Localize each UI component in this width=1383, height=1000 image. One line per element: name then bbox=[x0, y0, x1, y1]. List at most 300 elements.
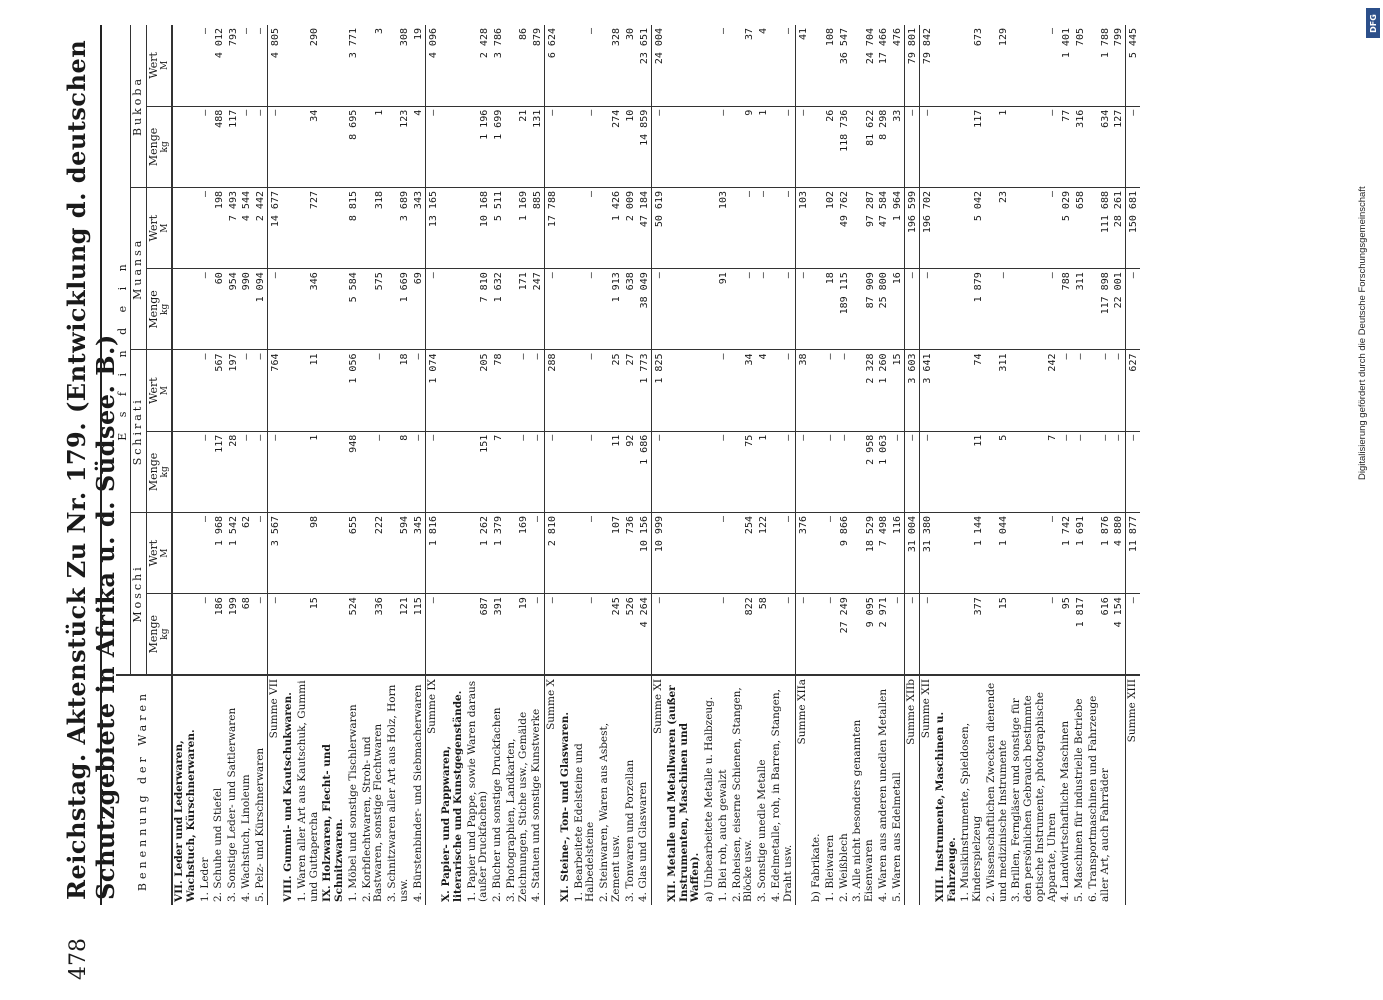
menge-label: Menge bbox=[146, 290, 160, 329]
wert-cell: 7 493 bbox=[226, 188, 240, 269]
wert-cell: 1 968 bbox=[212, 513, 226, 594]
subsection-row bbox=[703, 25, 717, 905]
menge-cell: — bbox=[824, 594, 838, 675]
wert-cell: 4 805 bbox=[268, 25, 282, 106]
wert-cell: 10 156 bbox=[637, 513, 651, 594]
wert-cell: 19 bbox=[412, 25, 426, 106]
menge-cell: 1 196 bbox=[466, 106, 492, 187]
row-label: b) Fabrikate. bbox=[810, 833, 823, 902]
table-row bbox=[296, 25, 322, 905]
menge-cell: — bbox=[1010, 106, 1059, 187]
empty-cell bbox=[321, 25, 347, 106]
wert-cell: 1 144 bbox=[959, 513, 985, 594]
empty-cell bbox=[321, 431, 347, 512]
wert-cell: 205 bbox=[466, 350, 492, 431]
wert-cell: 7 498 bbox=[877, 513, 891, 594]
empty-cell bbox=[666, 513, 703, 594]
wert-cell: 11 bbox=[296, 350, 322, 431]
wert-cell: 222 bbox=[361, 513, 387, 594]
sum-row bbox=[905, 25, 920, 905]
menge-cell: 616 bbox=[1087, 594, 1113, 675]
wert-cell: 47 584 bbox=[877, 188, 891, 269]
menge-cell: 2 971 bbox=[877, 594, 891, 675]
wert-cell: 10 168 bbox=[466, 188, 492, 269]
sum-row bbox=[545, 25, 559, 905]
wert-cell: — bbox=[770, 513, 796, 594]
table-row bbox=[824, 25, 838, 905]
menge-cell: 25 800 bbox=[877, 269, 891, 350]
wert-label: Wert bbox=[146, 539, 160, 567]
wert-cell: — bbox=[199, 350, 213, 431]
menge-cell: 1 669 bbox=[386, 269, 412, 350]
wert-cell: — bbox=[770, 188, 796, 269]
wert-cell: 1 816 bbox=[426, 513, 440, 594]
row-label: Summe IX bbox=[426, 675, 440, 905]
wert-cell: 27 bbox=[624, 350, 638, 431]
wert-cell: 28 261 bbox=[1112, 188, 1126, 269]
menge-cell: — bbox=[1112, 431, 1126, 512]
menge-cell: — bbox=[254, 106, 268, 187]
wert-cell: 727 bbox=[296, 188, 322, 269]
digitization-note-text: Digitalisierung gefördert durch die Deutsche Forschungsgemeinschaft bbox=[1357, 186, 1368, 480]
empty-cell bbox=[934, 106, 960, 187]
wert-cell: — bbox=[573, 25, 599, 106]
wert-cell: 567 bbox=[212, 350, 226, 431]
menge-header bbox=[146, 594, 172, 675]
wert-cell: 8 815 bbox=[347, 188, 361, 269]
wert-cell: 98 bbox=[296, 513, 322, 594]
wert-cell: 1 542 bbox=[226, 513, 240, 594]
menge-cell: 127 bbox=[1112, 106, 1126, 187]
wert-cell: 31 380 bbox=[920, 513, 934, 594]
menge-cell: — bbox=[268, 594, 282, 675]
menge-cell: 95 bbox=[1059, 594, 1073, 675]
menge-cell: 247 bbox=[530, 269, 544, 350]
empty-cell bbox=[934, 431, 960, 512]
wert-cell: 705 bbox=[1073, 25, 1087, 106]
empty-cell bbox=[440, 513, 466, 594]
menge-cell: — bbox=[1087, 431, 1113, 512]
menge-cell: — bbox=[1126, 594, 1140, 675]
menge-cell: 58 bbox=[756, 594, 770, 675]
row-label: Summe XIIb bbox=[905, 675, 920, 905]
menge-cell: — bbox=[905, 431, 920, 512]
wert-cell: 34 bbox=[731, 350, 757, 431]
row-label: Summe XI bbox=[652, 675, 666, 905]
wert-unit: M bbox=[159, 548, 170, 558]
menge-cell: 245 bbox=[598, 594, 624, 675]
menge-cell: 575 bbox=[361, 269, 387, 350]
wert-cell: 1 788 bbox=[1087, 25, 1113, 106]
menge-cell: 4 bbox=[412, 106, 426, 187]
empty-cell bbox=[172, 594, 199, 675]
wert-cell: 11 877 bbox=[1126, 513, 1140, 594]
menge-cell: — bbox=[985, 269, 1011, 350]
wert-cell: 111 688 bbox=[1087, 188, 1113, 269]
menge-cell: — bbox=[824, 431, 838, 512]
empty-cell bbox=[440, 431, 466, 512]
row-label: 3. Tonwaren und Porzellan bbox=[623, 759, 636, 902]
wert-cell: 97 287 bbox=[851, 188, 877, 269]
menge-cell: — bbox=[796, 106, 810, 187]
empty-cell bbox=[810, 106, 824, 187]
table-row bbox=[199, 25, 213, 905]
menge-cell: — bbox=[652, 106, 666, 187]
row-label: 3. Sonstige Leder- und Sattlerwaren bbox=[226, 707, 239, 902]
wert-cell: 2 009 bbox=[624, 188, 638, 269]
menge-cell: 8 bbox=[386, 431, 412, 512]
table-row bbox=[505, 25, 531, 905]
empty-cell bbox=[934, 594, 960, 675]
row-label: 4. Landwirtschaftliche Maschinen bbox=[1059, 720, 1072, 902]
row-label: XII. Metalle und Metallwaren (außer Instrumenten, Maschinen und Waffen). bbox=[665, 685, 702, 902]
empty-cell bbox=[934, 513, 960, 594]
table-row bbox=[412, 25, 426, 905]
row-label: 1. Möbel und sonstige Tischlerwaren bbox=[346, 704, 359, 902]
wert-cell: — bbox=[717, 25, 731, 106]
goods-table-body bbox=[172, 25, 1140, 905]
wert-cell: 658 bbox=[1073, 188, 1087, 269]
wert-cell: 198 bbox=[212, 188, 226, 269]
place-header: Moschi bbox=[131, 513, 146, 676]
table-row bbox=[770, 25, 796, 905]
menge-cell: — bbox=[426, 106, 440, 187]
wert-cell: — bbox=[505, 350, 531, 431]
wert-cell: 196 702 bbox=[920, 188, 934, 269]
wert-cell: 169 bbox=[505, 513, 531, 594]
wert-cell: — bbox=[770, 350, 796, 431]
menge-cell: 11 bbox=[598, 431, 624, 512]
page-title: Reichstag. Aktenstück Zu Nr. 179. (Entwicklung d. deutschen Schutzgebiete in Afrika u. d. Südsee. B.) bbox=[62, 39, 120, 900]
row-label: XI. Steine-, Ton- und Glaswaren. bbox=[558, 712, 571, 902]
wert-cell: 4 bbox=[756, 25, 770, 106]
table-row bbox=[838, 25, 852, 905]
menge-cell: — bbox=[920, 594, 934, 675]
wert-cell: 196 599 bbox=[905, 188, 920, 269]
menge-cell: — bbox=[573, 431, 599, 512]
sum-row bbox=[268, 25, 282, 905]
menge-cell: 1 bbox=[361, 106, 387, 187]
empty-cell bbox=[666, 25, 703, 106]
menge-unit: kg bbox=[159, 141, 170, 153]
menge-cell: — bbox=[240, 106, 254, 187]
wert-cell: 103 bbox=[796, 188, 810, 269]
wert-cell: 308 bbox=[386, 25, 412, 106]
section-row bbox=[934, 25, 960, 905]
row-label: 1. Musikinstrumente, Spieldosen, Kinderspielzeug bbox=[959, 722, 984, 902]
menge-cell: — bbox=[573, 269, 599, 350]
menge-cell: 123 bbox=[386, 106, 412, 187]
wert-cell: — bbox=[838, 350, 852, 431]
wert-cell: 655 bbox=[347, 513, 361, 594]
wert-cell: 673 bbox=[959, 25, 985, 106]
empty-cell bbox=[321, 188, 347, 269]
wert-cell: — bbox=[1059, 350, 1073, 431]
sum-row bbox=[652, 25, 666, 905]
menge-cell: — bbox=[1059, 431, 1073, 512]
section-row bbox=[666, 25, 703, 905]
row-label: 1. Blei roh, auch gewalzt bbox=[716, 769, 729, 902]
menge-cell: 638 bbox=[624, 269, 638, 350]
wert-cell: 23 651 bbox=[637, 25, 651, 106]
menge-cell: — bbox=[1126, 431, 1140, 512]
menge-cell: — bbox=[268, 431, 282, 512]
wert-cell: 150 681 bbox=[1126, 188, 1140, 269]
menge-cell: 346 bbox=[296, 269, 322, 350]
menge-cell: 1 913 bbox=[598, 269, 624, 350]
empty-cell bbox=[172, 188, 199, 269]
row-label: 1. Leder bbox=[198, 857, 211, 902]
menge-cell: 274 bbox=[598, 106, 624, 187]
menge-cell: 788 bbox=[1059, 269, 1073, 350]
menge-cell: — bbox=[426, 269, 440, 350]
wert-cell: 24 004 bbox=[652, 25, 666, 106]
wert-cell: 799 bbox=[1112, 25, 1126, 106]
menge-cell: — bbox=[545, 431, 559, 512]
empty-cell bbox=[440, 350, 466, 431]
wert-cell: — bbox=[530, 350, 544, 431]
wert-cell: 122 bbox=[756, 513, 770, 594]
menge-cell: 488 bbox=[212, 106, 226, 187]
empty-cell bbox=[321, 106, 347, 187]
menge-cell: 68 bbox=[240, 594, 254, 675]
wert-cell: — bbox=[254, 25, 268, 106]
menge-cell: 1 686 bbox=[637, 431, 651, 512]
table-row bbox=[226, 25, 240, 905]
empty-cell bbox=[810, 594, 824, 675]
menge-cell: — bbox=[920, 269, 934, 350]
menge-header bbox=[146, 431, 172, 512]
wert-cell: 1 401 bbox=[1059, 25, 1073, 106]
menge-unit: kg bbox=[159, 628, 170, 640]
wert-cell: — bbox=[1112, 350, 1126, 431]
menge-cell: 60 bbox=[212, 269, 226, 350]
empty-cell bbox=[666, 269, 703, 350]
row-label: Summe XIIa bbox=[796, 675, 810, 905]
wert-cell: — bbox=[573, 513, 599, 594]
empty-cell bbox=[172, 106, 199, 187]
menge-cell: — bbox=[426, 431, 440, 512]
menge-cell: 1 bbox=[985, 106, 1011, 187]
wert-cell: — bbox=[731, 188, 757, 269]
menge-cell: — bbox=[199, 594, 213, 675]
section-row bbox=[282, 25, 296, 905]
wert-cell: — bbox=[1073, 350, 1087, 431]
wert-cell: 15 bbox=[891, 350, 905, 431]
row-label: 4. Wachstuch, Linoleum bbox=[239, 774, 252, 902]
wert-cell: 1 169 bbox=[505, 188, 531, 269]
menge-cell: — bbox=[652, 431, 666, 512]
wert-cell: 2 428 bbox=[466, 25, 492, 106]
table-row bbox=[1073, 25, 1087, 905]
place-header: Bukoba bbox=[131, 25, 146, 188]
wert-cell: — bbox=[199, 25, 213, 106]
header-rule bbox=[100, 25, 102, 905]
menge-cell: 11 bbox=[959, 431, 985, 512]
wert-cell: 343 bbox=[412, 188, 426, 269]
row-label: 1. Bleiwaren bbox=[823, 834, 836, 902]
empty-cell bbox=[703, 188, 717, 269]
row-label: 1. Papier und Pappe, sowie Waren daraus (außer Druckfachen) bbox=[465, 680, 490, 902]
menge-cell: — bbox=[756, 269, 770, 350]
wert-cell: 1 044 bbox=[985, 513, 1011, 594]
table-row bbox=[891, 25, 905, 905]
row-label: 5. Maschinen für industrielle Betriebe bbox=[1073, 698, 1086, 902]
wert-cell: 3 641 bbox=[920, 350, 934, 431]
empty-cell bbox=[559, 350, 573, 431]
empty-cell bbox=[282, 431, 296, 512]
menge-cell: 4 264 bbox=[637, 594, 651, 675]
wert-label: Wert bbox=[146, 52, 160, 79]
table-row bbox=[386, 25, 412, 905]
sum-row bbox=[796, 25, 810, 905]
menge-cell: 9 bbox=[731, 106, 757, 187]
wert-cell: — bbox=[361, 350, 387, 431]
menge-cell: 526 bbox=[624, 594, 638, 675]
table-row bbox=[491, 25, 505, 905]
wert-cell: 50 619 bbox=[652, 188, 666, 269]
menge-cell: — bbox=[838, 431, 852, 512]
menge-cell: — bbox=[1073, 431, 1087, 512]
menge-cell: — bbox=[905, 106, 920, 187]
wert-cell: 108 bbox=[824, 25, 838, 106]
row-label: 3. Sonstige unedle Metalle bbox=[756, 759, 769, 902]
wert-unit: M bbox=[159, 60, 170, 70]
empty-cell bbox=[172, 25, 199, 106]
menge-cell: — bbox=[731, 269, 757, 350]
wert-cell: — bbox=[717, 513, 731, 594]
wert-cell: — bbox=[717, 350, 731, 431]
empty-cell bbox=[703, 594, 717, 675]
wert-cell: — bbox=[573, 188, 599, 269]
row-label: 3. Photographien, Landkarten, Zeichnungen, Stiche usw., Gemälde bbox=[504, 711, 529, 902]
row-label: X. Papier- und Pappwaren, literarische und Kunstgegenstände. bbox=[440, 690, 464, 902]
wert-cell: 79 801 bbox=[905, 25, 920, 106]
table-row bbox=[959, 25, 985, 905]
wert-cell: 2 442 bbox=[254, 188, 268, 269]
menge-cell: 115 bbox=[412, 594, 426, 675]
wert-cell: 13 165 bbox=[426, 188, 440, 269]
wert-header bbox=[146, 513, 172, 594]
menge-cell: 1 bbox=[756, 106, 770, 187]
menge-cell: — bbox=[412, 431, 426, 512]
empty-cell bbox=[321, 513, 347, 594]
menge-cell: 22 001 bbox=[1112, 269, 1126, 350]
row-label: Summe X bbox=[545, 675, 559, 905]
wert-cell: 254 bbox=[731, 513, 757, 594]
menge-cell: 15 bbox=[296, 594, 322, 675]
table-row bbox=[624, 25, 638, 905]
table-row bbox=[1112, 25, 1126, 905]
row-label: 4. Edelmetalle, roh, in Barren, Stangen, Draht usw. bbox=[769, 689, 794, 902]
menge-cell: — bbox=[530, 594, 544, 675]
empty-cell bbox=[321, 269, 347, 350]
wert-cell: 23 bbox=[985, 188, 1011, 269]
wert-cell: 4 096 bbox=[426, 25, 440, 106]
empty-cell bbox=[934, 269, 960, 350]
empty-cell bbox=[440, 594, 466, 675]
menge-label: Menge bbox=[146, 614, 160, 654]
menge-cell: 1 817 bbox=[1073, 594, 1087, 675]
menge-cell: 954 bbox=[226, 269, 240, 350]
menge-cell: — bbox=[891, 594, 905, 675]
empty-cell bbox=[810, 350, 824, 431]
wert-cell: 14 677 bbox=[268, 188, 282, 269]
empty-cell bbox=[321, 350, 347, 431]
menge-cell: 7 810 bbox=[466, 269, 492, 350]
empty-cell bbox=[440, 106, 466, 187]
row-label: Summe XIII bbox=[1126, 675, 1140, 905]
section-row bbox=[321, 25, 347, 905]
menge-cell: — bbox=[920, 106, 934, 187]
menge-cell: 1 699 bbox=[491, 106, 505, 187]
menge-cell: — bbox=[240, 431, 254, 512]
sum-row bbox=[920, 25, 934, 905]
menge-cell: 948 bbox=[347, 431, 361, 512]
menge-cell: 27 249 bbox=[838, 594, 852, 675]
row-label: 2. Weißblech bbox=[837, 833, 850, 902]
menge-cell: — bbox=[652, 594, 666, 675]
menge-label: Menge bbox=[146, 452, 160, 492]
empty-cell bbox=[440, 269, 466, 350]
empty-cell bbox=[282, 188, 296, 269]
wert-cell: 3 771 bbox=[347, 25, 361, 106]
wert-cell: 25 bbox=[598, 350, 624, 431]
row-label: a) Unbearbeitete Metalle u. Halbzeug. bbox=[703, 696, 716, 902]
wert-cell: — bbox=[199, 188, 213, 269]
empty-cell bbox=[559, 431, 573, 512]
sum-row bbox=[426, 25, 440, 905]
menge-unit: kg bbox=[159, 466, 170, 478]
table-row bbox=[637, 25, 651, 905]
empty-cell bbox=[934, 25, 960, 106]
menge-cell: — bbox=[920, 431, 934, 512]
wert-cell: 736 bbox=[624, 513, 638, 594]
wert-cell: 4 012 bbox=[212, 25, 226, 106]
menge-cell: — bbox=[199, 431, 213, 512]
menge-cell: — bbox=[717, 106, 731, 187]
wert-cell: 1 876 bbox=[1087, 513, 1113, 594]
menge-cell: 316 bbox=[1073, 106, 1087, 187]
menge-cell: 28 bbox=[226, 431, 240, 512]
subsection-row bbox=[810, 25, 824, 905]
wert-cell: 4 bbox=[756, 350, 770, 431]
empty-cell bbox=[934, 188, 960, 269]
empty-cell bbox=[559, 25, 573, 106]
wert-cell: 107 bbox=[598, 513, 624, 594]
wert-cell: 879 bbox=[530, 25, 544, 106]
empty-cell bbox=[172, 269, 199, 350]
wert-cell: 764 bbox=[268, 350, 282, 431]
wert-cell: 47 184 bbox=[637, 188, 651, 269]
menge-header bbox=[146, 106, 172, 187]
empty-cell bbox=[559, 513, 573, 594]
menge-cell: — bbox=[717, 594, 731, 675]
menge-cell: 117 bbox=[212, 431, 226, 512]
row-label: 1. Bearbeitete Edelsteine und Halbedelsteine bbox=[572, 743, 597, 902]
empty-cell bbox=[703, 106, 717, 187]
name-column-header: Benennung der Waren bbox=[116, 675, 172, 905]
menge-cell: 117 898 bbox=[1087, 269, 1113, 350]
row-label: 3. Brillen, Ferngläser und sonstige für den persönlichen Gebrauch bestimmte optische Instrumente, photographische Apparate, Uhren bbox=[1010, 692, 1058, 902]
empty-cell bbox=[934, 350, 960, 431]
menge-cell: 21 bbox=[505, 106, 531, 187]
wert-cell: 74 bbox=[959, 350, 985, 431]
row-label: Summe VII bbox=[268, 675, 282, 905]
menge-cell: 5 584 bbox=[347, 269, 361, 350]
menge-cell: 131 bbox=[530, 106, 544, 187]
wert-cell: 17 788 bbox=[545, 188, 559, 269]
